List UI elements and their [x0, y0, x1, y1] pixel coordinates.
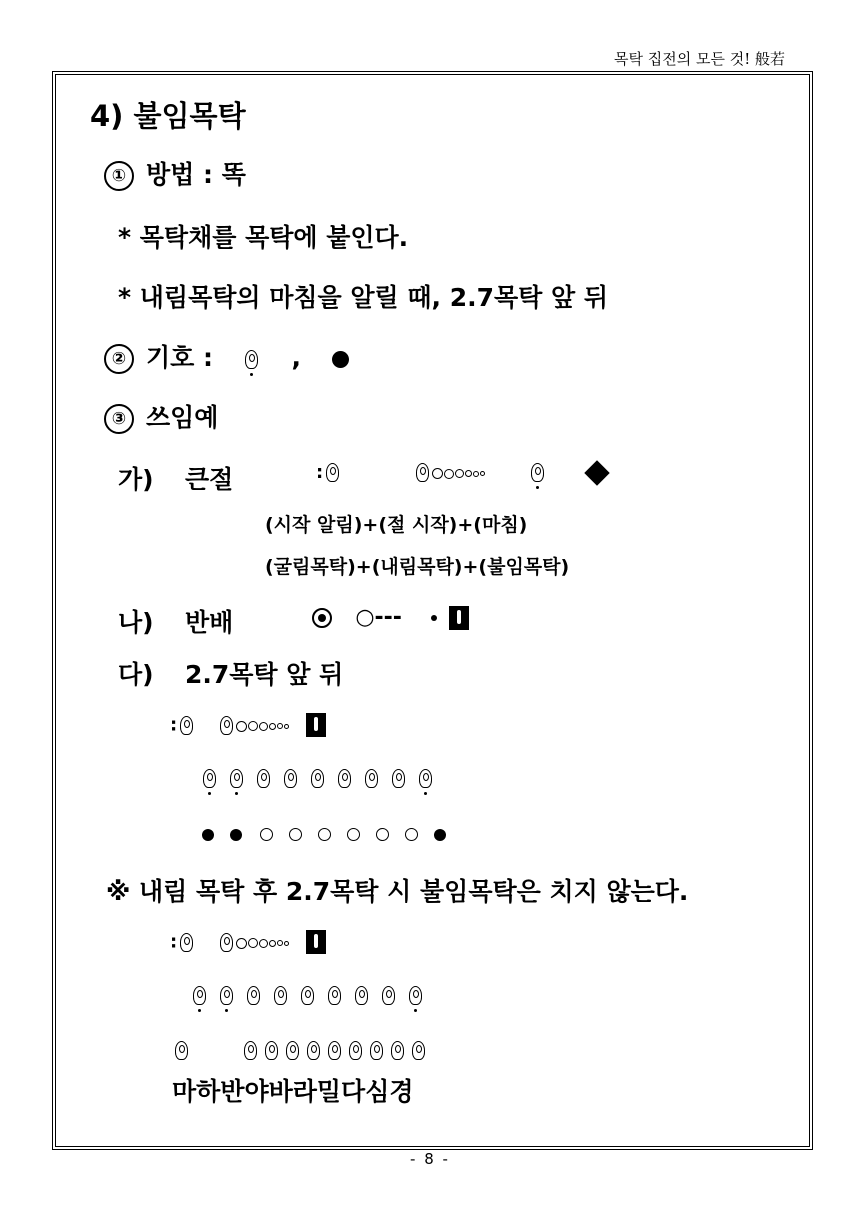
running-header: 목탁 집전의 모든 것! 般若 — [613, 50, 785, 68]
symbol-line — [104, 338, 349, 374]
hollow-dot-icon — [318, 828, 331, 841]
method-line — [104, 155, 246, 191]
usage-line — [104, 398, 218, 434]
num-3: ③ — [104, 404, 134, 434]
note-row-1: : — [170, 930, 326, 954]
target-icon — [312, 608, 332, 628]
moktak-icon — [328, 986, 341, 1005]
moktak-icon — [245, 350, 258, 369]
moktak-icon — [328, 1041, 341, 1060]
method-note-2: * 내림목탁의 마침을 알릴 때, 2.7목탁 앞 뒤 — [118, 283, 609, 312]
hollow-dot-icon — [405, 828, 418, 841]
moktak-icon — [392, 769, 405, 788]
method-note-1: * 목탁채를 목탁에 붙인다. — [118, 223, 409, 252]
moktak-icon — [326, 463, 339, 482]
moktak-icon — [265, 1041, 278, 1060]
note-line: ※ 내림 목탁 후 2.7목탁 시 불임목탁은 치지 않는다. — [106, 877, 689, 906]
moktak-icon — [284, 769, 297, 788]
usage-text: 쓰임예 — [146, 403, 219, 432]
standing-figure-icon — [449, 606, 469, 630]
example-c-row-1: : — [170, 713, 326, 737]
standing-figure-icon — [306, 713, 326, 737]
page-number: - 8 - — [410, 1150, 450, 1168]
num-1: ① — [104, 161, 134, 191]
moktak-icon — [180, 716, 193, 735]
rolling-trail-icon — [236, 933, 290, 952]
example-a-label: 가) — [118, 465, 154, 494]
moktak-icon — [274, 986, 287, 1005]
small-dot-icon — [431, 615, 437, 621]
filled-dot-icon — [332, 351, 349, 368]
moktak-icon — [286, 1041, 299, 1060]
example-c-title: 2.7목탁 앞 뒤 — [185, 660, 344, 689]
moktak-icon — [307, 1041, 320, 1060]
moktak-icon — [382, 986, 395, 1005]
moktak-icon — [247, 986, 260, 1005]
moktak-icon — [180, 933, 193, 952]
diamond-icon — [584, 460, 609, 485]
note-row-3 — [172, 1040, 429, 1060]
method-text: 방법 : 똑 — [146, 160, 246, 189]
moktak-icon — [175, 1041, 188, 1060]
hollow-dot-icon — [289, 828, 302, 841]
standing-figure-icon — [306, 930, 326, 954]
moktak-icon — [391, 1041, 404, 1060]
moktak-icon — [203, 769, 216, 788]
moktak-icon — [412, 1041, 425, 1060]
note-row-2 — [186, 985, 429, 1005]
example-a-note-1: (시작 알림)+(절 시작)+(마침) — [265, 514, 528, 536]
moktak-icon — [257, 769, 270, 788]
moktak-icon — [220, 716, 233, 735]
moktak-icon — [301, 986, 314, 1005]
moktak-icon — [370, 1041, 383, 1060]
moktak-icon — [416, 463, 429, 482]
moktak-icon — [193, 986, 206, 1005]
moktak-icon — [230, 769, 243, 788]
section-title: 4) 불임목탁 — [90, 99, 246, 133]
example-c-row-3 — [196, 824, 454, 843]
moktak-icon — [419, 769, 432, 788]
rolling-trail-icon — [432, 463, 486, 482]
moktak-icon — [355, 986, 368, 1005]
moktak-icon — [311, 769, 324, 788]
moktak-icon — [531, 463, 544, 482]
example-a-title: 큰절 — [185, 465, 234, 494]
example-b-title: 반배 — [185, 608, 234, 637]
hollow-dot-icon — [376, 828, 389, 841]
filled-dot-icon — [230, 829, 242, 841]
moktak-icon — [349, 1041, 362, 1060]
moktak-icon — [365, 769, 378, 788]
hollow-dot-icon — [260, 828, 273, 841]
example-b-symbols — [312, 605, 469, 630]
moktak-icon — [409, 986, 422, 1005]
moktak-icon — [220, 933, 233, 952]
example-b-label: 나) — [118, 608, 154, 637]
symbol-text: 기호 : — [146, 343, 214, 372]
filled-dot-icon — [434, 829, 446, 841]
example-c-label: 다) — [118, 660, 154, 689]
example-a-symbols: : — [316, 462, 606, 483]
moktak-icon — [338, 769, 351, 788]
rolling-trail-icon — [236, 716, 290, 735]
hollow-dot-icon — [347, 828, 360, 841]
moktak-icon — [220, 986, 233, 1005]
example-b-sequence: ○--- — [355, 605, 402, 630]
example-a-note-2: (굴림목탁)+(내림목탁)+(불임목탁) — [265, 556, 570, 578]
symbol-comma: , — [291, 343, 301, 372]
example-c-row-2 — [196, 768, 439, 788]
sutra-title: 마하반야바라밀다심경 — [172, 1077, 414, 1106]
filled-dot-icon — [202, 829, 214, 841]
moktak-icon — [244, 1041, 257, 1060]
num-2: ② — [104, 344, 134, 374]
